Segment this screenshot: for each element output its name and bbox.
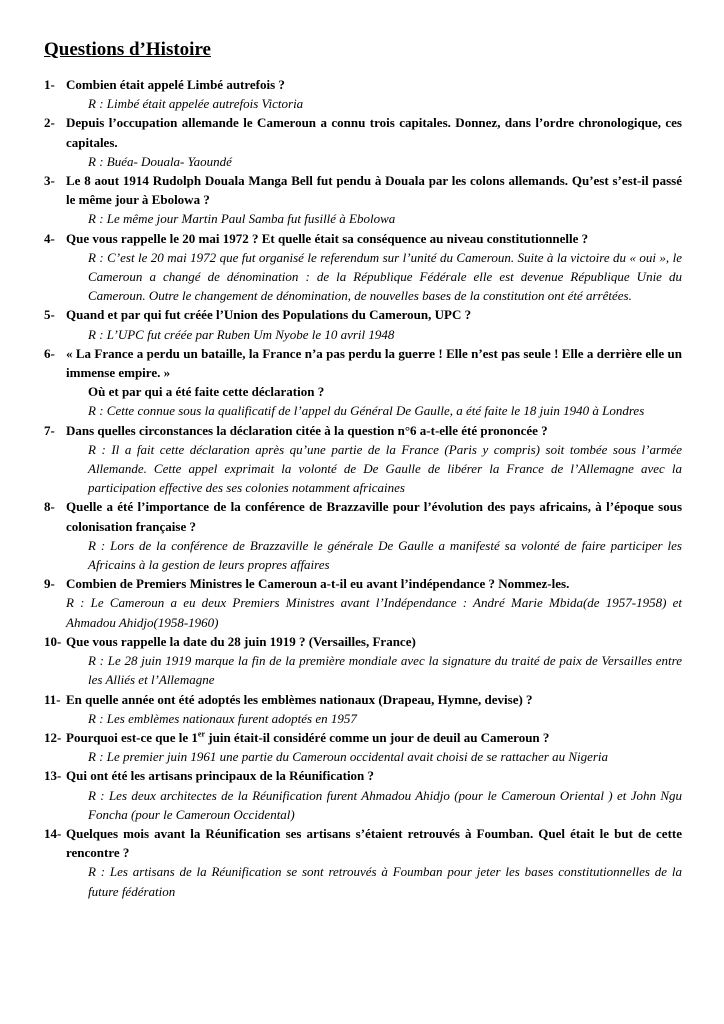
question-item-10	[44, 632, 682, 690]
ordinal-superscript: er	[197, 729, 206, 739]
question-number: 4-	[44, 230, 55, 246]
question-number: 3-	[44, 173, 55, 189]
question-number: 8-	[44, 499, 55, 515]
question-text: Que vous rappelle la date du 28 juin 1919 ? (Versailles, France)	[66, 633, 416, 649]
answer-text: R : Les artisans de la Réunification se sont retrouvés à Foumban pour jeter les bases constitutionnelles de la future fédération	[88, 864, 682, 899]
answer-text: R : Les emblèmes nationaux furent adoptés en 1957	[88, 710, 357, 726]
answer-text: R : Buéa- Douala- Yaoundé	[88, 153, 232, 169]
question-subtext: Où et par qui a été faite cette déclaration ?	[88, 384, 325, 400]
question-text: Quand et par qui fut créée l’Union des Populations du Cameroun, UPC ?	[66, 307, 472, 323]
question-number: 5-	[44, 307, 55, 323]
question-number: 13-	[44, 768, 62, 784]
answer-text: R : L’UPC fut créée par Ruben Um Nyobe le 10 avril 1948	[88, 326, 395, 342]
answer-text: R : Le 28 juin 1919 marque la fin de la première mondiale avec la signature du traité de paix de Versailles entre les Alliés et l’Allemagne	[88, 653, 682, 688]
question-text: Le 8 aout 1914 Rudolph Douala Manga Bell fut pendu à Douala par les colons allemands. Qu’est s’est-il passé le même jour à Ebolowa ?	[66, 173, 682, 208]
question-number: 6-	[44, 345, 55, 361]
answer-text: R : Limbé était appelée autrefois Victoria	[88, 96, 304, 112]
question-text: Quelle a été l’importance de la conférence de Brazzaville pour l’évolution des pays africains, à l’époque sous colonisation française ?	[66, 499, 682, 534]
question-item-1	[44, 75, 682, 113]
question-item-12	[44, 728, 682, 766]
answer-text: R : Les deux architectes de la Réunification furent Ahmadou Ahidjo (pour le Cameroun Oriental ) et John Ngu Foncha (pour le Cameroun Occidental)	[88, 787, 682, 822]
question-text: Combien de Premiers Ministres le Cameroun a-t-il eu avant l’indépendance ? Nommez-les.	[66, 576, 570, 592]
question-number: 2-	[44, 115, 55, 131]
answer-text: R : Le même jour Martin Paul Samba fut fusillé à Ebolowa	[88, 211, 396, 227]
answer-text: R : Le premier juin 1961 une partie du Cameroun occidental avait choisi de se rattacher au Nigeria	[88, 749, 609, 765]
question-text: Qui ont été les artisans principaux de la Réunification ?	[66, 768, 375, 784]
answer-text: R : C’est le 20 mai 1972 que fut organisé le referendum sur l’unité du Cameroun. Suite à la victoire du « oui », le Cameroun a changé de dénomination : de la République Fédérale elle est devenue République Unie du Cameroun. Outre le changement de dénomination, de nouvelles bases de la constitution ont été arrêtées.	[88, 249, 682, 304]
question-number: 9-	[44, 576, 55, 592]
question-text: En quelle année ont été adoptés les emblèmes nationaux (Drapeau, Hymne, devise) ?	[66, 691, 533, 707]
answer-text: R : Le Cameroun a eu deux Premiers Ministres avant l’Indépendance : André Marie Mbida(de 1957-1958) et Ahmadou Ahidjo(1958-1960)	[66, 595, 682, 630]
question-item-4	[44, 229, 682, 306]
question-text-start: Pourquoi est-ce que le 1	[66, 729, 198, 745]
question-item-14	[44, 824, 682, 901]
answer-text: R : Lors de la conférence de Brazzaville le générale De Gaulle a manifesté sa volonté de faire participer les Africains à la gestion de leurs propres affaires	[88, 537, 682, 573]
question-text: Depuis l’occupation allemande le Cameroun a connu trois capitales. Donnez, dans l’ordre chronologique, ces capitales.	[66, 115, 682, 150]
question-list	[44, 75, 682, 901]
question-item-13	[44, 766, 682, 824]
question-text	[66, 728, 682, 747]
answer-text: R : Il a fait cette déclaration après qu’une partie de la France (Paris y compris) soit tombée sous l’armée Allemande. Cette appel exprimait la volonté de De Gaulle de libérer la France de l’Allemagne avec la participation effective des ses colonies notamment africaines	[88, 441, 682, 496]
question-number: 14-	[44, 825, 62, 841]
question-number: 12-	[44, 729, 62, 745]
document-title: Questions d’Histoire	[44, 39, 211, 60]
question-number: 10-	[44, 633, 62, 649]
question-item-3	[44, 171, 682, 229]
question-item-7	[44, 421, 682, 498]
question-text: Que vous rappelle le 20 mai 1972 ? Et quelle était sa conséquence au niveau constitutionnelle ?	[66, 230, 589, 246]
question-text-end: juin était-il considéré comme un jour de deuil au Cameroun ?	[205, 729, 550, 745]
question-text: Dans quelles circonstances la déclaration citée à la question n°6 a-t-elle été prononcée ?	[66, 422, 548, 438]
question-item-11	[44, 690, 682, 728]
question-text: Quelques mois avant la Réunification ses artisans s’étaient retrouvés à Foumban. Quel était le but de cette rencontre ?	[66, 825, 682, 861]
question-text: Combien était appelé Limbé autrefois ?	[66, 77, 285, 92]
question-number: 7-	[44, 422, 55, 438]
question-text: « La France a perdu un bataille, la France n’a pas perdu la guerre ! Elle n’est pas seule ! Elle a derrière elle un immense empire. »	[66, 345, 682, 381]
question-item-5	[44, 305, 682, 343]
question-item-8	[44, 497, 682, 574]
question-item-2	[44, 113, 682, 171]
question-number: 1-	[44, 77, 55, 92]
question-number: 11-	[44, 691, 61, 707]
question-item-9	[44, 574, 682, 632]
answer-text: R : Cette connue sous la qualificatif de l’appel du Général De Gaulle, a été faite le 18 juin 1940 à Londres	[88, 403, 645, 419]
question-item-6	[44, 344, 682, 421]
